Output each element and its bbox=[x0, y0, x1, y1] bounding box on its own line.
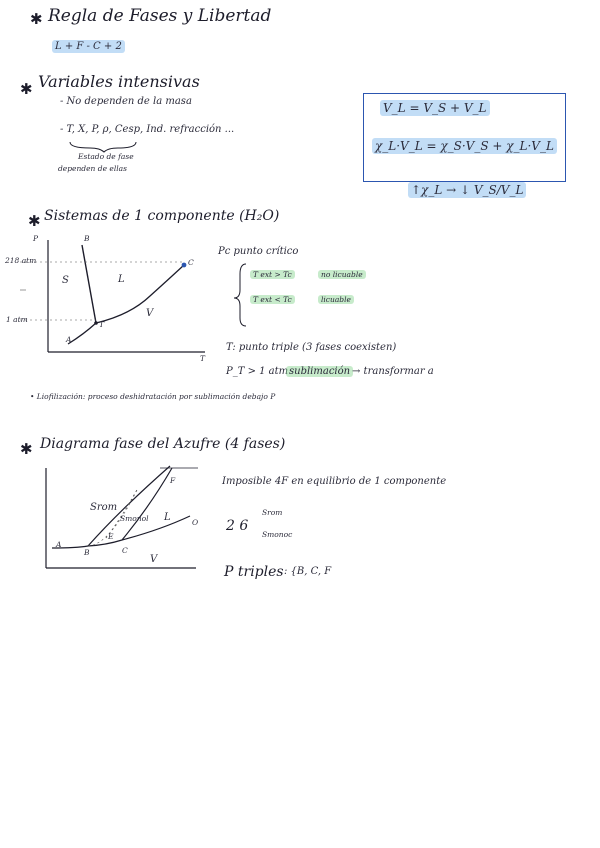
sulfur-point-a: A bbox=[56, 540, 62, 549]
sublimation-curve bbox=[68, 323, 96, 344]
point-c: C bbox=[188, 258, 194, 267]
brace-note-1: Estado de fase bbox=[78, 152, 134, 161]
region-vapor: V bbox=[146, 308, 154, 319]
intensive-line-1: - No dependen de la masa bbox=[60, 96, 192, 107]
critical-2-left: T ext < Tc bbox=[250, 295, 295, 304]
lever-eq-2: χ_L·V_L = χ_S·V_S + χ_L·V_L bbox=[372, 138, 557, 154]
vaporization-curve bbox=[96, 265, 184, 323]
sulfur-point-c: C bbox=[122, 546, 128, 555]
sulfur-point-o: O bbox=[192, 518, 199, 527]
triple-point-line: T: punto triple (3 fases coexisten) bbox=[226, 342, 397, 353]
sublim-word: sublimación bbox=[286, 366, 353, 377]
point-a: A bbox=[66, 335, 72, 344]
critical-title: Pc punto crítico bbox=[218, 246, 299, 257]
page-title: Regla de Fases y Libertad bbox=[48, 6, 272, 26]
sublim-prefix: P_T > 1 atm bbox=[226, 366, 289, 377]
triples-label: P triples bbox=[224, 564, 284, 580]
region-srom: Srom bbox=[90, 502, 118, 513]
sulfur-point-b: B bbox=[84, 548, 90, 557]
brace-mark bbox=[70, 142, 136, 152]
impossible-note: Imposible 4F en equilibrio de 1 componente bbox=[222, 476, 447, 487]
triples-value: : {B, C, F bbox=[284, 566, 332, 577]
asterisk-icon: ✱ bbox=[20, 440, 33, 458]
point-t: T bbox=[99, 320, 105, 329]
solid-count: 2 6 bbox=[226, 518, 249, 534]
critical-1-left: T ext > Tc bbox=[250, 270, 295, 279]
asterisk-icon: ✱ bbox=[20, 80, 33, 98]
system1-218atm: 218 atm bbox=[5, 256, 37, 265]
sublim-suffix: → transformar a bbox=[352, 366, 434, 377]
liofilization-note: • Liofilización: proceso deshidratación por sublimación debajo P bbox=[30, 392, 276, 401]
solid-liquid-line bbox=[82, 245, 96, 323]
lever-eq-3: ↑χ_L → ↓ V_S/V_L bbox=[408, 182, 526, 198]
system1-title: Sistemas de 1 componente (H₂O) bbox=[44, 208, 280, 224]
asterisk-icon: ✱ bbox=[28, 212, 41, 230]
brace-note-2: dependen de ellas bbox=[58, 164, 127, 173]
critical-2-right: licuable bbox=[318, 295, 354, 304]
system1-axis-p: P bbox=[33, 234, 39, 243]
sulfur-region-v: V bbox=[150, 554, 158, 565]
critical-1-right: no licuable bbox=[318, 270, 366, 279]
sulfur-point-f: F bbox=[170, 476, 176, 485]
region-solid: S bbox=[62, 275, 69, 286]
system1-label-b: B bbox=[84, 234, 90, 243]
system1-1atm: 1 atm bbox=[6, 315, 28, 324]
solid-2: Smonoc bbox=[262, 530, 293, 539]
phase-rule-formula: L + F - C + 2 bbox=[52, 40, 125, 53]
solid-1: Srom bbox=[262, 508, 283, 517]
asterisk-icon: ✱ bbox=[30, 10, 43, 28]
system2-title: Diagrama fase del Azufre (4 fases) bbox=[40, 436, 286, 452]
sulfur-point-e: E bbox=[108, 532, 114, 541]
metastable-line bbox=[106, 488, 138, 538]
intensive-line-2: - T, X, P, ρ, Cesp, Ind. refracción ... bbox=[60, 124, 235, 135]
sulfur-region-l: L bbox=[164, 512, 171, 523]
critical-point-dot bbox=[182, 263, 187, 268]
region-smonol: Smonol bbox=[120, 514, 149, 523]
lever-eq-1: V_L = V_S + V_L bbox=[380, 100, 490, 116]
system1-axis-t: T bbox=[200, 354, 206, 363]
region-liquid: L bbox=[118, 274, 125, 285]
intensive-title: Variables intensivas bbox=[38, 72, 200, 91]
sublimation-curve-s bbox=[52, 540, 122, 548]
critical-brace bbox=[234, 264, 246, 326]
triple-point-dot bbox=[94, 321, 98, 325]
